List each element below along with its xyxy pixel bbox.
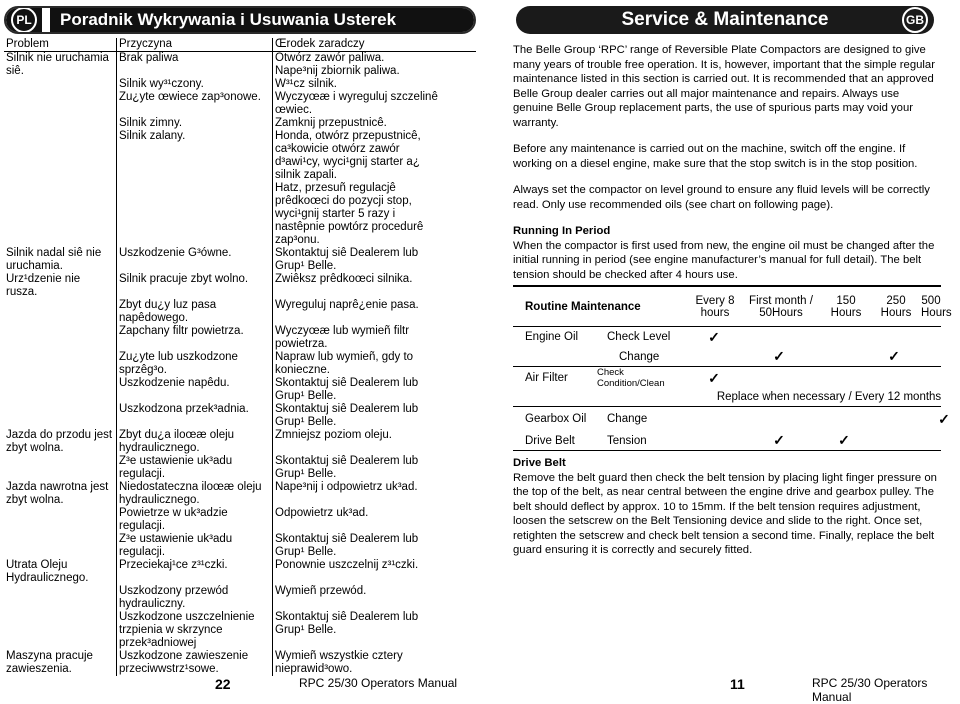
troubleshooting-row	[4, 403, 476, 429]
header-remedy: Œrodek zaradczy	[272, 38, 476, 52]
problem-cell	[4, 117, 116, 130]
air-filter-replace-row	[513, 387, 941, 407]
left-footer-text: RPC 25/30 Operators Manual	[299, 676, 458, 690]
left-page-title: Poradnik Wykrywania i Usuwania Usterek	[50, 8, 474, 32]
problem-cell	[4, 377, 116, 403]
intro-paragraph-1: The Belle Group ‘RPC’ range of Reversible Plate Compactors are designed to give many years of trouble free operation. It is, however, important that the simple regular maintenance listed in this section is carried out. It is recommended that an approved Belle Group dealer carries out all major maintenance and repairs. Always use genuine Belle Group replacement parts, the use of spurious parts may void your warranty.	[513, 44, 935, 129]
troubleshooting-row	[4, 273, 476, 299]
troubleshooting-table	[4, 38, 476, 676]
cause-cell: Z³e ustawienie uk³adu regulacji.	[116, 455, 272, 481]
cause-cell: Silnik zimny.	[116, 117, 272, 130]
problem-cell: Urz¹dzenie nie rusza.	[6, 273, 81, 298]
troubleshooting-row	[4, 585, 476, 611]
problem-cell	[4, 611, 116, 650]
troubleshooting-row	[4, 481, 476, 507]
running-in-text: When the compactor is first used from new, the engine oil must be changed after the initial running in period (see engine manufacturer’s manual for full detail). The belt tension should be checked after 4 hours use.	[513, 239, 935, 281]
troubleshooting-row	[4, 299, 476, 325]
cause-cell: Silnik pracuje zbyt wolno.	[116, 273, 272, 299]
cause-cell: Uszkodzenie G³ówne.	[116, 247, 272, 273]
remedy-cell: Wymieñ wszystkie cztery nieprawid³owo.	[272, 650, 476, 676]
language-badge-pl: PL	[11, 7, 37, 33]
problem-cell	[4, 585, 116, 611]
remedy-cell: Zwiêksz prêdkoœci silnika.	[272, 273, 476, 299]
problem-cell	[4, 403, 116, 429]
header-cause: Przyczyna	[116, 38, 272, 52]
cause-cell: Uszkodzona przek³adnia.	[116, 403, 272, 429]
cause-cell: Zbyt du¿a iloœæ oleju hydraulicznego.	[116, 429, 272, 455]
troubleshooting-row	[4, 91, 476, 117]
air-filter-label: Air Filter	[525, 372, 568, 384]
troubleshooting-row	[4, 78, 476, 91]
problem-cell	[4, 351, 116, 377]
left-page	[0, 0, 480, 691]
remedy-cell: Odpowietrz uk³ad.	[272, 507, 476, 533]
cause-cell: Zapchany filtr powietrza.	[116, 325, 272, 351]
cause-cell: Z³e ustawienie uk³adu regulacji.	[116, 533, 272, 559]
remedy-cell: Wyreguluj naprê¿enie pasa.	[272, 299, 476, 325]
remedy-cell: Nape³nij i odpowietrz uk³ad.	[272, 481, 476, 507]
troubleshooting-row	[4, 52, 476, 78]
remedy-cell: Skontaktuj siê Dealerem lub Grup¹ Belle.	[272, 611, 476, 650]
tick-icon: ✓	[708, 369, 720, 386]
tick-icon: ✓	[773, 348, 785, 364]
cause-cell: Powietrze w uk³adzie regulacji.	[116, 507, 272, 533]
cause-cell: Uszkodzone uszczelnienie trzpienia w skrzynce przek³adniowej	[116, 611, 272, 650]
troubleshooting-row	[4, 533, 476, 559]
right-page-title: Service & Maintenance	[621, 9, 829, 30]
problem-cell: Maszyna pracuje zawieszenia.	[6, 650, 93, 675]
250-hours-heading: 250 Hours	[880, 294, 912, 319]
drive-belt-text: Remove the belt guard then check the belt tension by placing light finger pressure on the top of the belt, as near central between the engine drive and gearbox pulley. The belt should deflect by approx. 10 to 15mm. If the belt tension requires adjustment, loosen the setscrew on the Belt Tensioning device and slide to the right. Once set, retighten the setscrew and check belt tension a second time. Finally, replace the belt guard ensuring it is correctly and securely fitted.	[513, 471, 937, 556]
tick-icon: ✓	[708, 328, 720, 345]
engine-oil-change-row	[513, 347, 941, 367]
troubleshooting-row	[4, 507, 476, 533]
150-hours-heading: 150 Hours	[830, 294, 862, 319]
remedy-cell: Skontaktuj siê Dealerem lub Grup¹ Belle.	[272, 377, 476, 403]
remedy-cell: Otwórz zawór paliwa. Nape³nij zbiornik paliwa.	[272, 52, 476, 78]
troubleshooting-row	[4, 429, 476, 455]
check-condition-label: Check Condition/Clean	[597, 367, 665, 389]
maintenance-table	[513, 285, 952, 451]
tick-icon: ✓	[888, 348, 900, 364]
running-in-heading: Running In Period	[513, 225, 611, 237]
routine-maintenance-heading: Routine Maintenance	[525, 300, 641, 313]
tick-icon: ✓	[773, 432, 785, 448]
drive-belt-row	[513, 431, 941, 451]
cause-cell: Uszkodzenie napêdu.	[116, 377, 272, 403]
cause-cell: Brak paliwa	[116, 52, 272, 78]
remedy-cell: Honda, otwórz przepustnicê, ca³kowicie otwórz zawór d³awi¹cy, wyci¹gnij starter a¿ silnik zapali. Hatz, przesuñ regulacjê prêdkoœci do pozycji stop, wyci¹gnij starter 5 razy i nastêpnie powtórz procedurê zap³onu.	[272, 130, 476, 247]
problem-cell	[4, 507, 116, 533]
troubleshooting-header-row	[4, 38, 476, 52]
problem-cell: Utrata Oleju Hydraulicznego.	[6, 559, 89, 584]
troubleshooting-row	[4, 611, 476, 650]
cause-cell: Uszkodzony przewód hydrauliczny.	[116, 585, 272, 611]
remedy-cell: Skontaktuj siê Dealerem lub Grup¹ Belle.	[272, 455, 476, 481]
maintenance-header-row	[513, 287, 952, 327]
remedy-cell: Skontaktuj siê Dealerem lub Grup¹ Belle.	[272, 403, 476, 429]
remedy-cell: Zamknij przepustnicê.	[272, 117, 476, 130]
troubleshooting-body	[4, 52, 476, 676]
cause-cell: Zu¿yte lub uszkodzone sprzêg³o.	[116, 351, 272, 377]
troubleshooting-row	[4, 247, 476, 273]
cause-cell: Silnik zalany.	[116, 130, 272, 247]
problem-cell	[4, 325, 116, 351]
remedy-cell: Napraw lub wymieñ, gdy to konieczne.	[272, 351, 476, 377]
problem-cell	[4, 455, 116, 481]
problem-cell	[4, 130, 116, 247]
right-header	[516, 6, 934, 34]
service-intro	[513, 43, 941, 282]
troubleshooting-row	[4, 377, 476, 403]
problem-cell	[4, 299, 116, 325]
tick-icon: ✓	[838, 432, 850, 448]
engine-oil-change-label: Change	[619, 350, 660, 363]
cause-cell: Przeciekaj¹ce z³¹czki.	[116, 559, 272, 585]
engine-oil-check-row	[513, 327, 941, 347]
troubleshooting-row	[4, 351, 476, 377]
gearbox-oil-label: Gearbox Oil	[525, 413, 587, 425]
troubleshooting-row	[4, 117, 476, 130]
troubleshooting-row	[4, 559, 476, 585]
right-footer-text: RPC 25/30 Operators Manual	[812, 676, 928, 704]
remedy-cell: W³¹cz silnik.	[272, 78, 476, 91]
air-filter-check-row	[513, 367, 941, 387]
language-badge-gb: GB	[902, 7, 928, 33]
problem-cell: Jazda nawrotna jest zbyt wolna.	[6, 481, 109, 506]
cause-cell: Zbyt du¿y luz pasa napêdowego.	[116, 299, 272, 325]
cause-cell: Silnik wy³¹czony.	[116, 78, 272, 91]
intro-paragraph-3: Always set the compactor on level ground to ensure any fluid levels will be correctly read. Only use recommended oils (see chart on following page).	[513, 184, 930, 211]
drive-belt-heading: Drive Belt	[513, 457, 566, 469]
cause-cell: Niedostateczna iloœæ oleju hydraulicznego.	[116, 481, 272, 507]
remedy-cell: Ponownie uszczelnij z³¹czki.	[272, 559, 476, 585]
remedy-cell: Wyczyœæ i wyreguluj szczelinê œwiec.	[272, 91, 476, 117]
first-month-heading: First month / 50Hours	[749, 294, 813, 319]
remedy-cell: Wymieñ przewód.	[272, 585, 476, 611]
problem-cell: Silnik nadal siê nie uruchamia.	[6, 247, 102, 272]
header-problem: Problem	[4, 38, 116, 52]
engine-oil-label: Engine Oil	[525, 331, 579, 343]
problem-cell: Silnik nie uruchamia siê.	[6, 52, 109, 77]
remedy-cell: Skontaktuj siê Dealerem lub Grup¹ Belle.	[272, 247, 476, 273]
every-8-hours-heading: Every 8 hours	[695, 294, 735, 319]
troubleshooting-row	[4, 455, 476, 481]
drive-belt-label: Drive Belt	[525, 434, 575, 447]
tension-label: Tension	[607, 434, 647, 447]
remedy-cell: Skontaktuj siê Dealerem lub Grup¹ Belle.	[272, 533, 476, 559]
500-hours-heading: 500 Hours	[921, 294, 952, 319]
gearbox-change-label: Change	[607, 413, 648, 425]
replace-note: Replace when necessary / Every 12 months	[716, 390, 942, 403]
drive-belt-section	[513, 456, 941, 558]
intro-paragraph-2: Before any maintenance is carried out on the machine, switch off the engine. If working on a diesel engine, make sure that the stop switch is in the stop position.	[513, 143, 918, 170]
problem-cell	[4, 91, 116, 117]
remedy-cell: Zmniejsz poziom oleju.	[272, 429, 476, 455]
problem-cell	[4, 533, 116, 559]
check-level-label: Check Level	[607, 331, 671, 343]
gearbox-oil-row	[513, 407, 950, 431]
troubleshooting-row	[4, 650, 476, 676]
right-page-number: 11	[730, 676, 745, 692]
problem-cell: Jazda do przodu jest zbyt wolna.	[6, 429, 113, 454]
right-page	[480, 0, 960, 704]
left-page-number: 22	[215, 676, 231, 692]
cause-cell: Zu¿yte œwiece zap³onowe.	[116, 91, 272, 117]
tick-icon: ✓	[938, 410, 950, 427]
problem-cell	[4, 78, 116, 91]
remedy-cell: Wyczyœæ lub wymieñ filtr powietrza.	[272, 325, 476, 351]
troubleshooting-row	[4, 130, 476, 247]
cause-cell: Uszkodzone zawieszenie przeciwwstrz¹sowe.	[116, 650, 272, 676]
left-header	[4, 6, 476, 34]
troubleshooting-row	[4, 325, 476, 351]
